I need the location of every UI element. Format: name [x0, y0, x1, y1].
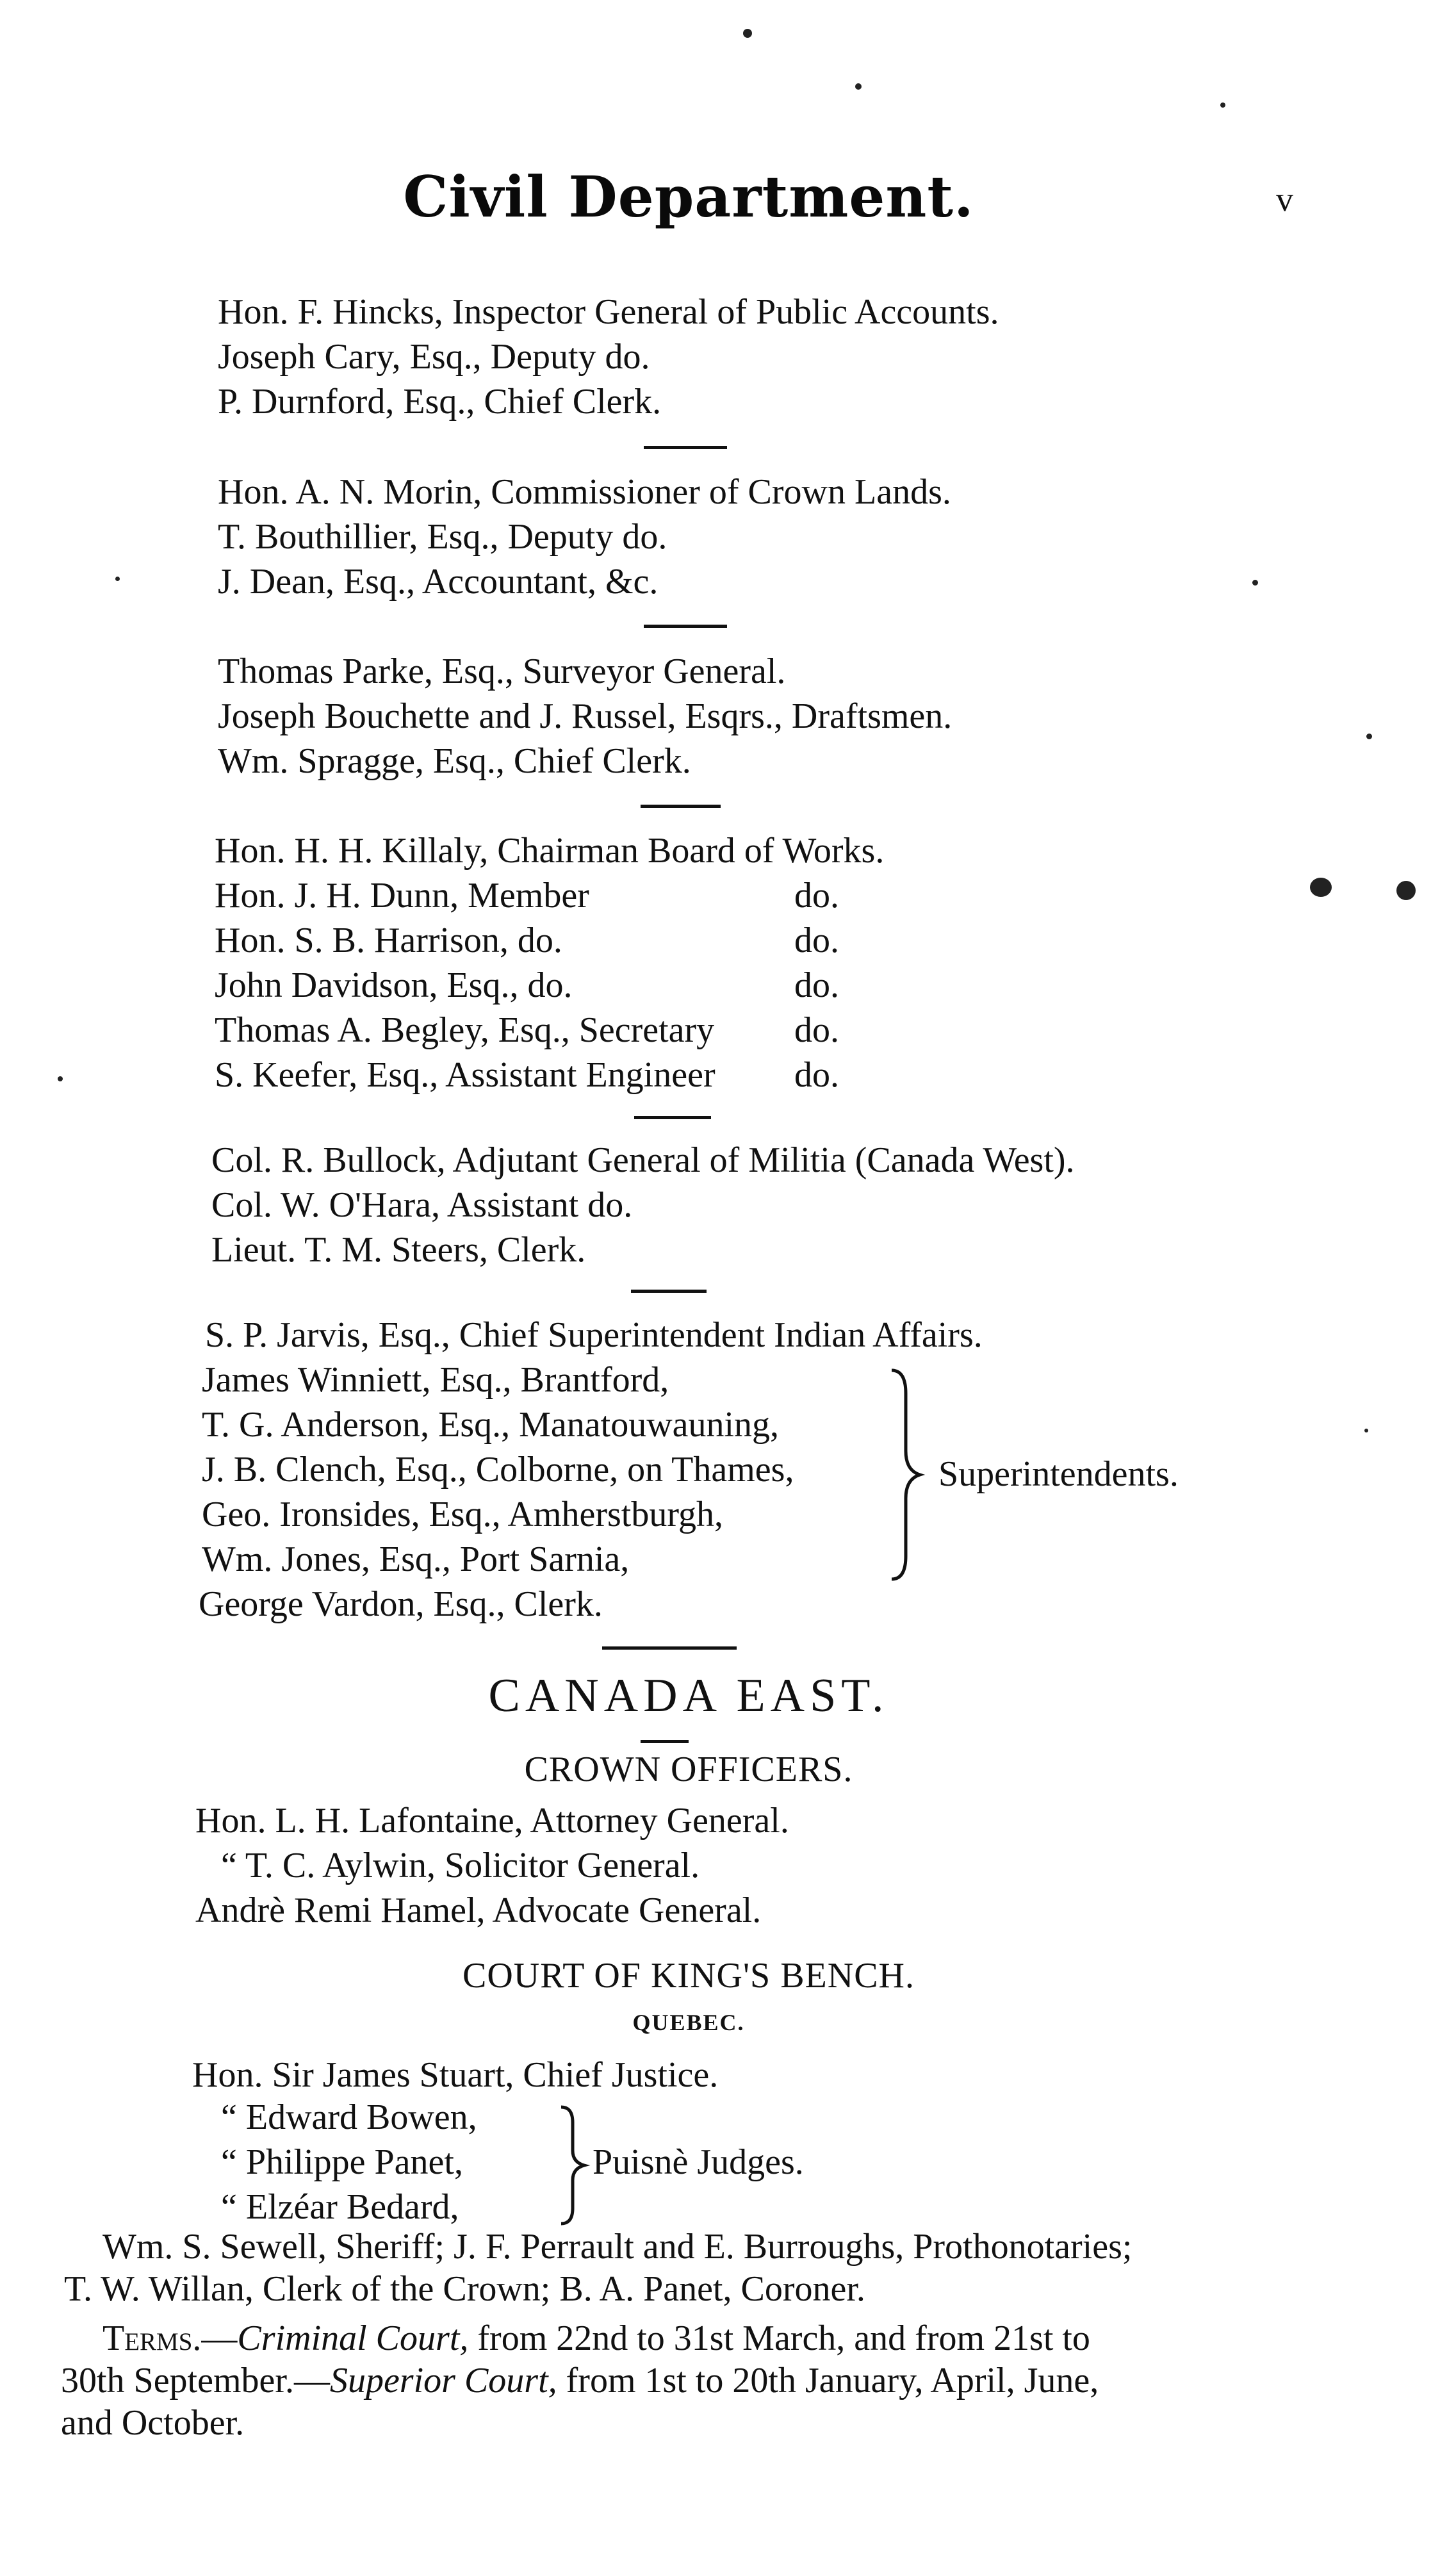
section-rule [644, 625, 727, 628]
section-rule [602, 1646, 737, 1650]
group2-line-3: J. Dean, Esq., Accountant, &c. [218, 562, 658, 602]
canada-east-heading: CANADA EAST. [488, 1669, 889, 1722]
judge-entry: “ Elzéar Bedard, [221, 2187, 459, 2227]
scan-speck [1364, 1429, 1368, 1432]
group2-line-2: T. Bouthillier, Esq., Deputy do. [218, 517, 667, 557]
group2-line-1: Hon. A. N. Morin, Commissioner of Crown Lands. [218, 472, 951, 512]
crown-officer-line: Hon. L. H. Lafontaine, Attorney General. [195, 1801, 789, 1841]
superintendents-label: Superintendents. [938, 1454, 1179, 1494]
scan-speck [58, 1076, 63, 1081]
court-subheading: QUEBEC. [632, 2010, 745, 2035]
terms-line-2 [61, 2359, 1099, 2402]
group3-line-2: Joseph Bouchette and J. Russel, Esqrs., Draftsmen. [218, 696, 953, 736]
crown-officer-line: Andrè Remi Hamel, Advocate General. [195, 1891, 762, 1930]
terms-line-1 [102, 2317, 1090, 2359]
scan-speck [1396, 881, 1416, 900]
section-rule [631, 1290, 707, 1293]
page-marker: v [1276, 180, 1293, 218]
section-rule [644, 446, 727, 449]
group6-last-line: George Vardon, Esq., Clerk. [199, 1584, 603, 1624]
judge-entry: “ Edward Bowen, [221, 2097, 477, 2137]
judge-entry: “ Philippe Panet, [221, 2142, 463, 2182]
group4-line-1: Hon. H. H. Killaly, Chairman Board of Works. [215, 831, 885, 871]
group4-row-do: do. [794, 921, 839, 960]
superior-court: Superior Court, [329, 2361, 557, 2400]
scan-speck [1366, 734, 1372, 739]
terms-text-1: from 22nd to 31st March, and from 21st to [468, 2318, 1090, 2358]
terms-label: Terms. [102, 2318, 202, 2358]
scan-speck [855, 83, 862, 90]
group4-row-name: Hon. S. B. Harrison, do. [215, 921, 562, 960]
scan-speck [1310, 878, 1332, 897]
superintendent-entry: James Winniett, Esq., Brantford, [202, 1360, 669, 1400]
superintendent-entry: Geo. Ironsides, Esq., Amherstburgh, [202, 1495, 723, 1534]
group4-row-do: do. [794, 1010, 839, 1050]
court-officers-line-2: T. W. Willan, Clerk of the Crown; B. A. Panet, Coroner. [64, 2269, 865, 2309]
group3-line-1: Thomas Parke, Esq., Surveyor General. [218, 652, 786, 691]
chief-justice-line: Hon. Sir James Stuart, Chief Justice. [192, 2055, 719, 2095]
group5-line-1: Col. R. Bullock, Adjutant General of Militia (Canada West). [211, 1140, 1075, 1180]
superintendents-brace [884, 1368, 929, 1582]
group5-line-2: Col. W. O'Hara, Assistant do. [211, 1185, 633, 1225]
terms-line-3: and October. [61, 2403, 245, 2443]
group4-row-name: S. Keefer, Esq., Assistant Engineer [215, 1055, 716, 1095]
crown-officers-heading: CROWN OFFICERS. [524, 1750, 853, 1789]
group6-line-1: S. P. Jarvis, Esq., Chief Superintendent Indian Affairs. [205, 1315, 983, 1355]
terms-text-2a: 30th September.— [61, 2361, 330, 2400]
group1-line-3: P. Durnford, Esq., Chief Clerk. [218, 382, 662, 422]
section-rule [641, 1740, 689, 1743]
page-title: Civil Department. [403, 163, 974, 230]
superintendent-entry: J. B. Clench, Esq., Colborne, on Thames, [202, 1450, 794, 1489]
crown-officer-line: “ T. C. Aylwin, Solicitor General. [221, 1846, 700, 1885]
section-rule [634, 1116, 711, 1119]
group1-line-1: Hon. F. Hincks, Inspector General of Public Accounts. [218, 292, 999, 332]
superintendent-entry: Wm. Jones, Esq., Port Sarnia, [202, 1539, 630, 1579]
section-rule [641, 805, 721, 808]
group4-row-do: do. [794, 1055, 839, 1095]
scan-speck [115, 577, 120, 581]
judges-brace [556, 2104, 592, 2226]
group5-line-3: Lieut. T. M. Steers, Clerk. [211, 1230, 586, 1270]
court-officers-line-1: Wm. S. Sewell, Sheriff; J. F. Perrault and E. Burroughs, Prothonotaries; [102, 2227, 1133, 2267]
group3-line-3: Wm. Spragge, Esq., Chief Clerk. [218, 741, 691, 781]
terms-text-2b: from 1st to 20th January, April, June, [557, 2361, 1099, 2400]
scan-speck [1252, 580, 1258, 586]
scan-speck [743, 29, 752, 38]
criminal-court: Criminal Court, [237, 2318, 469, 2358]
scan-speck [1220, 103, 1225, 108]
group4-row-name: Hon. J. H. Dunn, Member [215, 876, 589, 915]
group4-row-do: do. [794, 965, 839, 1005]
group4-row-do: do. [794, 876, 839, 915]
superintendent-entry: T. G. Anderson, Esq., Manatouwauning, [202, 1405, 780, 1445]
terms-dash: — [201, 2318, 238, 2358]
judges-label: Puisnè Judges. [593, 2142, 804, 2182]
group4-row-name: John Davidson, Esq., do. [215, 965, 573, 1005]
court-heading: COURT OF KING'S BENCH. [462, 1956, 915, 1996]
group1-line-2: Joseph Cary, Esq., Deputy do. [218, 337, 650, 377]
group4-row-name: Thomas A. Begley, Esq., Secretary [215, 1010, 715, 1050]
